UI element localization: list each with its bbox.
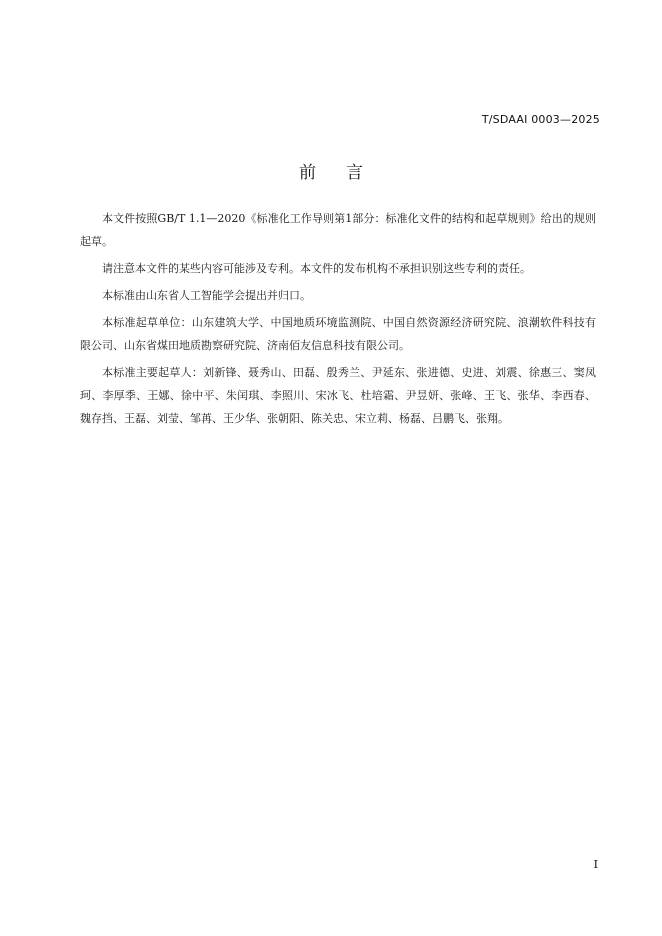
foreword-body [80, 207, 596, 434]
page-title [0, 158, 662, 183]
paragraph-patent-notice: 请注意本文件的某些内容可能涉及专利。本文件的发布机构不承担识别这些专利的责任。 [102, 262, 531, 275]
paragraph-proposer: 本标准由山东省人工智能学会提出并归口。 [102, 289, 311, 302]
paragraph-drafting-rules: 本文件按照GB/T 1.1—2020《标准化工作导则第1部分：标准化文件的结构和起草规则》给出的规则起草。 [80, 212, 596, 248]
page-title-char-1: 前 [299, 163, 316, 183]
page-number: I [593, 858, 598, 871]
page-title-char-2: 言 [346, 163, 363, 183]
paragraph-drafting-units: 本标准起草单位：山东建筑大学、中国地质环境监测院、中国自然资源经济研究院、浪潮软件科技有限公司、山东省煤田地质勘察研究院、济南佰友信息科技有限公司。 [80, 316, 596, 352]
paragraph-drafters: 本标准主要起草人：刘新锋、聂秀山、田磊、殷秀兰、尹延东、张进德、史进、刘震、徐惠三、窦凤珂、李厚季、王娜、徐中平、朱闰琪、李照川、宋冰飞、杜培霜、尹昱妍、张峰、王飞、张华、李西春、魏存挡、王磊、刘莹、邹苒、王少华、张朝阳、陈关忠、宋立莉、杨磊、吕鹏飞、张翔。 [80, 366, 596, 425]
document-code: T/SDAAI 0003—2025 [481, 113, 600, 126]
